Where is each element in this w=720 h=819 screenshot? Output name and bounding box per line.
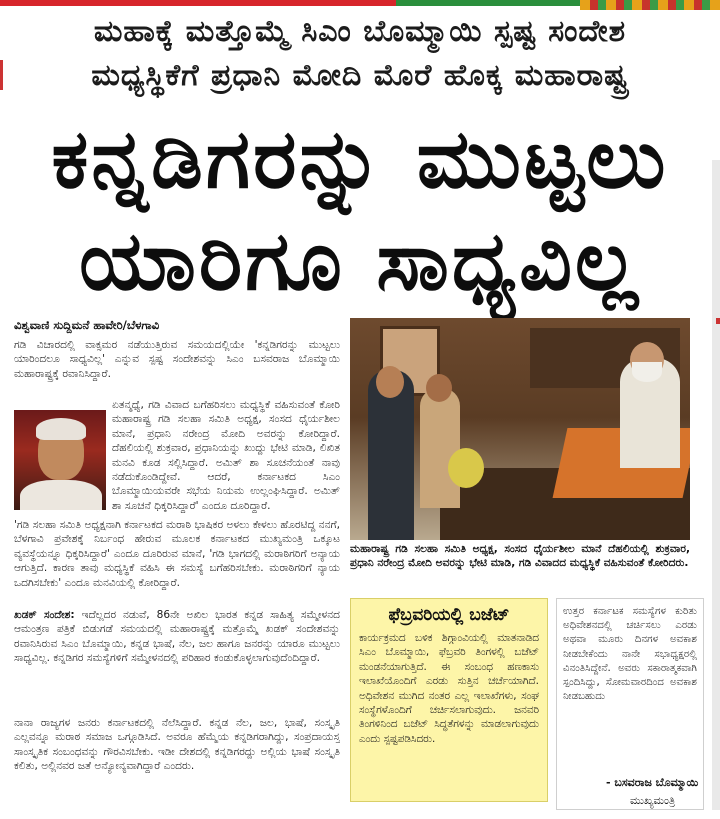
portrait-hair [36, 418, 86, 440]
adjacent-page-mark [716, 318, 720, 324]
photo-bouquet [448, 448, 484, 488]
quote-role: ಮುಖ್ಯಮಂತ್ರಿ [630, 794, 676, 807]
article-paragraph-2: ಏತನ್ಮಧ್ಯೆ, ಗಡಿ ವಿವಾದ ಬಗೆಹರಿಸಲು ಮಧ್ಯಸ್ಥಿಕೆ ವಹಿಸುವಂತೆ ಕೋರಿ ಮಹಾರಾಷ್ಟ್ರ ಗಡಿ ಸಲಹಾ ಸಮಿತಿ ಅಧ್ಯಕ್ಷ, ಸಂಸದ ಧೈರ್ಯಶೀಲ ಮಾನೆ, ಪ್ರಧಾನಿ ನರೇಂದ್ರ ಮೋದಿ ಅವರನ್ನು ಕೋರಿದ್ದಾರೆ. ದೆಹಲಿಯಲ್ಲಿ ಶುಕ್ರವಾರ, ಪ್ರಧಾನಿಯನ್ನು ಖುದ್ದು ಭೇಟಿ ಮಾಡಿ, ಲಿಖಿತ ಮನವಿ ಕೂಡ ಸಲ್ಲಿಸಿದ್ದಾರೆ. ಅಮಿತ್ ಶಾ ಸೂಚನೆಯಂತೆ ನಾವು ನಡೆದುಕೊಂಡಿದ್ದೇವೆ. ಆದರೆ, ಕರ್ನಾಟಕದ ಸಿಎಂ ಬೊಮ್ಮಾಯಿಯವರೇ ಸಭೆಯ ನಿಯಮ ಉಲ್ಲಂಘಿಸಿದ್ದಾರೆ. ಅಮಿತ್ ಶಾ ಸೂಚನೆ ಧಿಕ್ಕರಿಸಿದ್ದಾರೆ' ಎಂದೂ ದೂರಿದ್ದಾರೆ. [112, 399, 340, 512]
portrait-shirt [20, 480, 102, 510]
budget-sidebar-box [350, 598, 548, 802]
subhead-khadak-sandesha: ಖಡಕ್ ಸಂದೇಶ: [14, 609, 75, 621]
article-paragraph-3: 'ಗಡಿ ಸಲಹಾ ಸಮಿತಿ ಅಧ್ಯಕ್ಷನಾಗಿ ಕರ್ನಾಟಕದ ಮರಾಠಿ ಭಾಷಿಕರ ಅಳಲು ಕೇಳಲು ಹೊರಟಿದ್ದ ನನಗೆ, ಬೆಳಗಾವಿ ಪ್ರವೇಶಕ್ಕೆ ನಿರ್ಬಂಧ ಹೇರುವ ಮೂಲಕ ಕರ್ನಾಟಕದ ಮುಖ್ಯಮಂತ್ರಿ ಒಕ್ಕೂಟ ವ್ಯವಸ್ಥೆಯನ್ನೂ ಧಿಕ್ಕರಿಸಿದ್ದಾರೆ' ಎಂದೂ ದೂರಿರುವ ಮಾನೆ, 'ಗಡಿ ಭಾಗದಲ್ಲಿ ಮರಾಠಿಗರಿಗೆ ಅನ್ಯಾಯ ಆಗುತ್ತಿದೆ. ಕಾರಣ ತಾವು ಮಧ್ಯಸ್ಥಿಕೆ ವಹಿಸಿ ಈ ಸಮಸ್ಯೆ ಬಗೆಹರಿಸಬೇಕು. ಮರಾಠಿಗರಿಗೆ ನ್ಯಾಯ ಒದಗಿಸಬೇಕು' ಎಂದೂ ಮನವಿಯಲ್ಲಿ ಕೋರಿದ್ದಾರೆ. [14, 519, 340, 589]
headline-line-2: ಯಾರಿಗೂ ಸಾಧ್ಯವಿಲ್ಲ [79, 214, 641, 309]
page-edge-mark [0, 60, 3, 90]
quote-box-body: ಉತ್ತರ ಕರ್ನಾಟಕ ಸಮಸ್ಯೆಗಳ ಕುರಿತು ಅಧಿವೇಶನದಲ್ಲಿ ಚರ್ಚಿಸಲು ಎರಡು ಅಥವಾ ಮೂರು ದಿನಗಳ ಅವಕಾಶ ನೀಡಬೇಕೆಂದು ನಾನೇ ಸಭಾಧ್ಯಕ್ಷರಲ್ಲಿ ವಿನಂತಿಸಿದ್ದೇನೆ. ಅವರು ಸಕಾರಾತ್ಮಕವಾಗಿ ಸ್ಪಂದಿಸಿದ್ದು, ಸೋಮವಾರದಿಂದ ಅವಕಾಶ ನೀಡಬಹುದು [563, 606, 697, 703]
budget-box-body: ಕಾರ್ಯಕ್ರಮದ ಬಳಿಕ ಶಿಗ್ಗಾಂವಿಯಲ್ಲಿ ಮಾತನಾಡಿದ ಸಿಎಂ ಬೊಮ್ಮಾಯಿ, ಫೆಬ್ರವರಿ ತಿಂಗಳಲ್ಲಿ ಬಜೆಟ್ ಮಂಡನೆಯಾಗುತ್ತಿದೆ. ಈ ಸಂಬಂಧ ಹಣಕಾಸು ಇಲಾಖೆಯೊಂದಿಗೆ ಎರಡು ಸುತ್ತಿನ ಚರ್ಚೆಯಾಗಿದೆ. ಅಧಿವೇಶನ ಮುಗಿದ ನಂತರ ಎಲ್ಲ ಇಲಾಖೆಗಳು, ಸಂಘ ಸಂಸ್ಥೆಗಳೊಂದಿಗೆ ಚರ್ಚಿಸಲಾಗುವುದು. ಜನವರಿ ತಿಂಗಳಿನಿಂದ ಬಜೆಟ್ ಸಿದ್ಧತೆಗಳನ್ನು ಮಾಡಲಾಗುವುದು ಎಂದು ಸ್ಪಷ್ಟಪಡಿಸಿದರು. [359, 632, 539, 745]
headline-line-1: ಕನ್ನಡಿಗರನ್ನು ಮುಟ್ಟಲು [51, 112, 669, 207]
kicker-line-1: ಮಹಾಕ್ಕೆ ಮತ್ತೊಮ್ಮೆ ಸಿಎಂ ಬೊಮ್ಮಾಯಿ ಸ್ಪಷ್ಟ ಸಂದೇಶ [93, 14, 627, 49]
article-paragraph-4-text: ಇದೆಲ್ಲದರ ನಡುವೆ, 86ನೇ ಅಖಿಲ ಭಾರತ ಕನ್ನಡ ಸಾಹಿತ್ಯ ಸಮ್ಮೇಳನದ ಆಮಂತ್ರಣ ಪತ್ರಿಕೆ ಬಿಡುಗಡೆ ಸಮಯದಲ್ಲಿ ಮಹಾರಾಷ್ಟ್ರಕ್ಕೆ ಮತ್ತೊಮ್ಮೆ ಖಡಕ್ ಸಂದೇಶವನ್ನು ರವಾನಿಸಿರುವ ಸಿಎಂ ಬೊಮ್ಮಾಯಿ, ಕನ್ನಡ ಭಾಷೆ, ನೆಲ, ಜಲ ಹಾಗೂ ಜನರನ್ನು ಯಾರೂ ಮುಟ್ಟಲು ಸಾಧ್ಯವಿಲ್ಲ. ಕನ್ನಡಿಗರ ಸಮಸ್ಯೆಗಳಿಗೆ ಸಮ್ಮೇಳನದಲ್ಲಿ ಪರಿಹಾರ ಕಂಡುಕೊಳ್ಳಲಾಗುವುದೆಂದಿದ್ದಾರೆ. [14, 609, 340, 665]
cm-portrait-photo [14, 410, 106, 510]
adjacent-page-edge [712, 160, 720, 810]
photo-person-left-head [376, 366, 404, 398]
article-paragraph-1: ಗಡಿ ವಿಚಾರದಲ್ಲಿ ವಾಕ್ಸಮರ ನಡೆಯುತ್ತಿರುವ ಸಮಯದಲ್ಲಿಯೇ 'ಕನ್ನಡಿಗರನ್ನು ಮುಟ್ಟಲು ಯಾರಿಂದಲೂ ಸಾಧ್ಯವಿಲ್ಲ' ಎನ್ನುವ ಸ್ಪಷ್ಟ ಸಂದೇಶವನ್ನು ಸಿಎಂ ಬಸವರಾಜ ಬೊಮ್ಮಾಯಿ ಮಹಾರಾಷ್ಟ್ರಕ್ಕೆ ರವಾನಿಸಿದ್ದಾರೆ. [14, 339, 340, 380]
kicker-line-2: ಮಧ್ಯಸ್ಥಿಕೆಗೆ ಪ್ರಧಾನಿ ಮೋದಿ ಮೊರೆ ಹೊಕ್ಕ ಮಹಾರಾಷ್ಟ್ರ [91, 58, 629, 93]
budget-box-title: ಫೆಬ್ರವರಿಯಲ್ಲಿ ಬಜೆಟ್ [388, 605, 510, 625]
photo-person-middle [420, 388, 460, 508]
byline: ವಿಶ್ವವಾಣಿ ಸುದ್ದಿಮನೆ ಹಾವೇರಿ/ಬೆಳಗಾವಿ [14, 318, 160, 332]
photo-person-right-beard [632, 362, 662, 382]
article-paragraph-4 [14, 608, 340, 714]
quote-signature: - ಬಸವರಾಜ ಬೊಮ್ಮಾಯಿ [606, 776, 699, 789]
article-paragraph-5: ನಾನಾ ರಾಜ್ಯಗಳ ಜನರು ಕರ್ನಾಟಕದಲ್ಲಿ ನೆಲೆಸಿದ್ದಾರೆ. ಕನ್ನಡ ನೆಲ, ಜಲ, ಭಾಷೆ, ಸಂಸ್ಕೃತಿ ಎಲ್ಲವನ್ನೂ ಮರಾಠ ಸಮಾಜ ಒಗ್ಗೂಡಿಸಿದೆ. ಅವರೂ ಹೆಮ್ಮೆಯ ಕನ್ನಡಿಗರಾಗಿದ್ದು, ಸಂಪ್ರದಾಯಸ್ತ ಸಾಂಸ್ಕೃತಿಕ ಸಂಬಂಧವನ್ನು ಗೌರವಿಸಬೇಕು. ಇಡೀ ದೇಶದಲ್ಲಿ ಕನ್ನಡಿಗರದ್ದು ಅಲ್ಲಿಯ ಭಾಷೆ ಸಂಸ್ಕೃತಿ ಕಲಿತು, ಅಲ್ಲಿನವರ ಜತೆ ಅನ್ಯೋನ್ಯವಾಗಿದ್ದಾರೆ ಎಂದರು. [14, 717, 340, 773]
meeting-photo [350, 318, 690, 540]
decorative-flower-strip [580, 0, 720, 10]
photo-person-middle-head [426, 374, 452, 402]
photo-caption: ಮಹಾರಾಷ್ಟ್ರ ಗಡಿ ಸಲಹಾ ಸಮಿತಿ ಅಧ್ಯಕ್ಷ, ಸಂಸದ ಧೈರ್ಯಶೀಲ ಮಾನೆ ದೆಹಲಿಯಲ್ಲಿ ಶುಕ್ರವಾರ, ಪ್ರಧಾನಿ ನರೇಂದ್ರ ಮೋದಿ ಅವರನ್ನು ಭೇಟಿ ಮಾಡಿ, ಗಡಿ ವಿವಾದದ ಮಧ್ಯಸ್ಥಿಕೆ ವಹಿಸುವಂತೆ ಕೋರಿದರು. [350, 543, 690, 570]
